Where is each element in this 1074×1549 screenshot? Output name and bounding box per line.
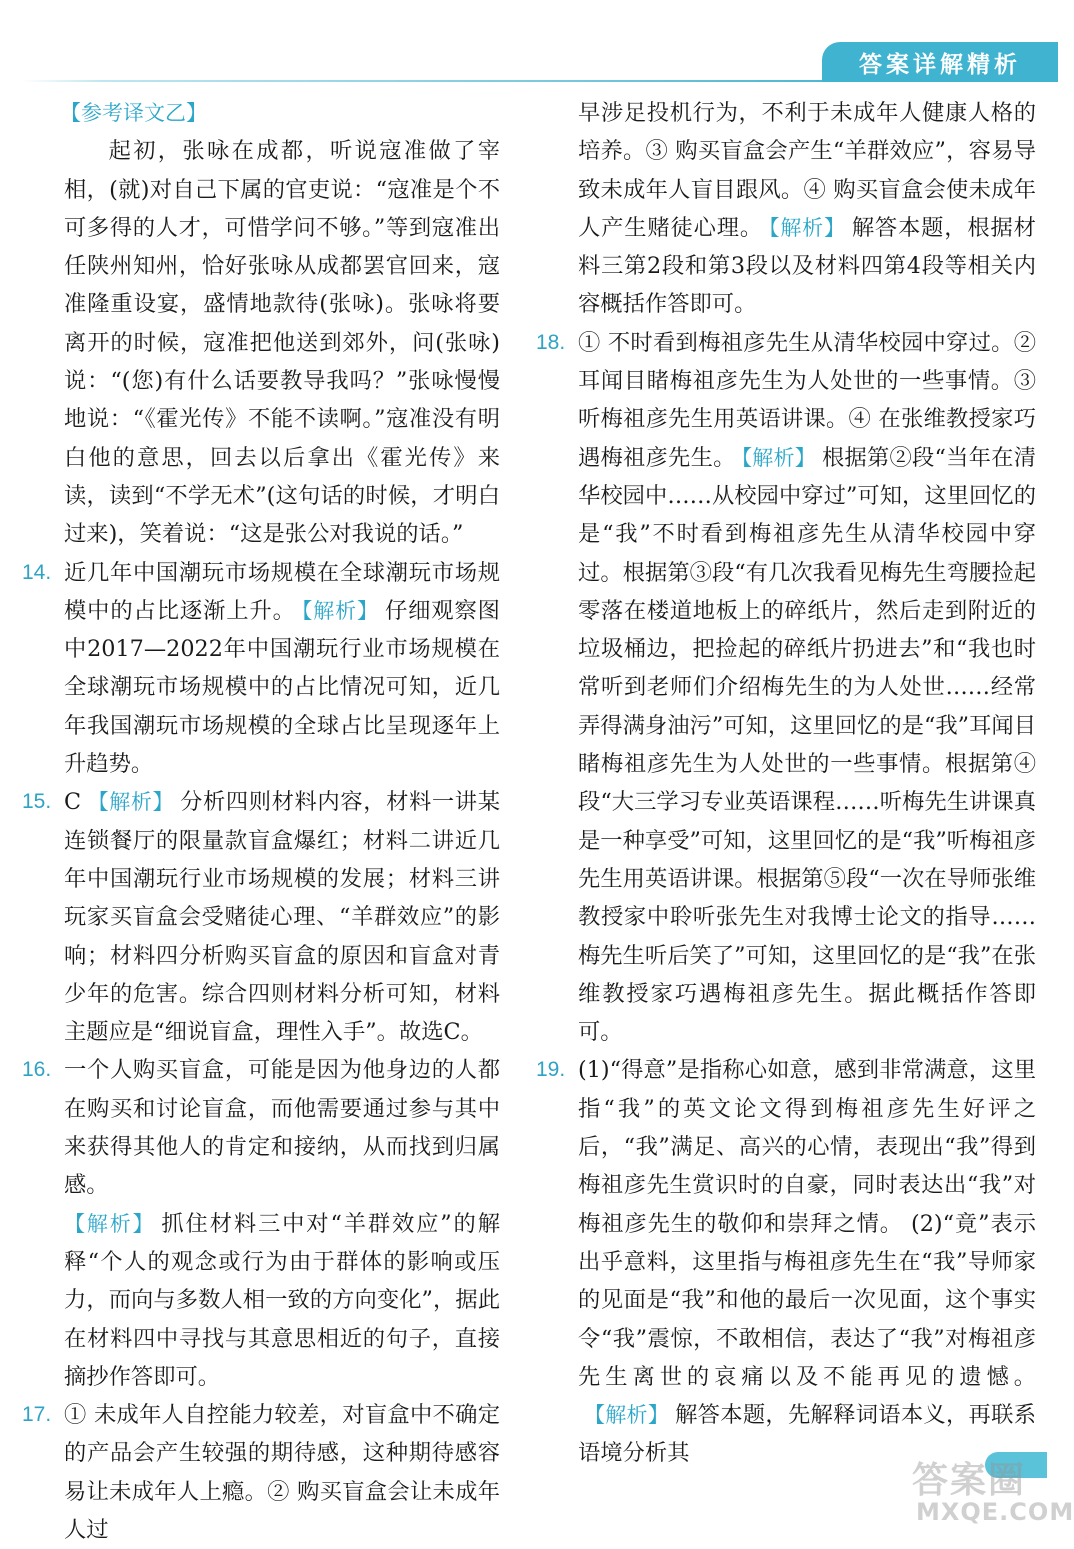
analysis-text: 分析四则材料内容，材料一讲某连锁餐厅的限量款盲盒爆红；材料二讲近几年中国潮玩行业市场规模的发展；材料三讲玩家买盲盒会受赌徒心理、“羊群效应”的影响；材料四分析购买盲盒的原因和盲盒对青少年的危害。综合四则材料分析可知，材料主题应是“细说盲盒，理性入手”。故选C。 [64, 789, 500, 1046]
analysis-text: 仔细观察图中2017—2022年中国潮玩行业市场规模在全球潮玩市场规模中的占比情况可知，近几年我国潮玩市场规模的全球占比呈现逐年上升趋势。 [64, 597, 500, 778]
answer-item-18 [536, 324, 1036, 1052]
answer-text: 一个人购买盲盒，可能是因为他身边的人都在购买和讨论盲盒，而他需要通过参与其中来获得其他人的肯定和接纳，从而找到归属感。 [64, 1057, 500, 1199]
answer-text: ① 不时看到梅祖彦先生从清华校园中穿过。② 耳闻目睹梅祖彦先生为人处世的一些事情。③ 听梅祖彦先生用英语讲课。④ 在张维教授家巧遇梅祖彦先生。 [578, 329, 1036, 471]
analysis-tag: 【解析】 [741, 445, 816, 470]
watermark [900, 1452, 1074, 1536]
analysis-tag: 【解析】 [87, 790, 175, 815]
answer-text: (1)“得意”是指称心如意，感到非常满意，这里指“我”的英文论文得到梅祖彦先生好评之后，“我”满足、高兴的心情，表现出“我”得到梅祖彦先生赏识时的自豪，同时表达出“我”对梅祖彦先生的敬仰和崇拜之情。 (2)“竟”表示出乎意料，这里指与梅祖彦先生在“我”导师家的见面是“我”和他的最后一次见面，这个事实令“我”震惊，不敢相信，表达了“我”对梅祖彦先生离世的哀痛以及不能再见的遗憾。 [578, 1057, 1036, 1390]
question-number: 17. [22, 1403, 52, 1427]
question-number: 15. [22, 790, 52, 814]
analysis-tag: 【解析】 [64, 1211, 156, 1236]
watermark-logo: 答案圈 [912, 1460, 1027, 1501]
section-badge: 答案详解精析 [822, 42, 1058, 82]
answer-item-16 [22, 1051, 500, 1204]
left-column [22, 94, 500, 1549]
analysis-text: 解答本题，根据材料三第2段和第3段以及材料四第4段等相关内容概括作答即可。 [578, 214, 1036, 318]
analysis-text: 解答本题，先解释词语本义，再联系语境分析其 [578, 1402, 1036, 1467]
answer-item-19 [536, 1051, 1036, 1472]
answer-item-14 [22, 554, 500, 784]
answer-item-16-analysis [22, 1205, 500, 1396]
watermark-url: MXQE.COM [916, 1498, 1074, 1526]
question-number: 16. [22, 1058, 52, 1082]
answer-item-17-continued [536, 94, 1036, 324]
reference-translation-text: 起初，张咏在成都，听说寇准做了宰相，(就)对自己下属的官吏说：“寇准是个不可多得的人才，可惜学问不够。”等到寇准出任陕州知州，恰好张咏从成都罢官回来，寇准隆重设宴，盛情地款待(张咏)。张咏将要离开的时候，寇准把他送到郊外，问(张咏)说：“(您)有什么话要教导我吗？”张咏慢慢地说：“《霍光传》不能不读啊。”寇准没有明白他的意思，回去以后拿出《霍光传》来读，读到“不学无术”(这句话的时候，才明白过来)，笑着说：“这是张公对我说的话。” [64, 138, 500, 548]
answer-item-17 [22, 1396, 500, 1549]
analysis-text: 根据第②段“当年在清华校园中……从校园中穿过”可知，这里回忆的是“我”不时看到梅祖彦先生从清华校园中穿过。根据第③段“有几次我看见梅先生弯腰捡起零落在楼道地板上的碎纸片，然后走到附近的垃圾桶边，把捡起的碎纸片扔进去”和“我也时常听到老师们介绍梅先生的为人处世……经常弄得满身油污”可知，这里回忆的是“我”耳闻目睹梅祖彦先生为人处世的一些事情。根据第④段“大三学习专业英语课程……听梅先生讲课真是一种享受”可知，这里回忆的是“我”听梅祖彦先生用英语讲课。根据第⑤段“一次在导师张维教授家中聆听张先生对我博士论文的指导……梅先生听后笑了”可知，这里回忆的是“我”在张维教授家巧遇梅祖彦先生。据此概括作答即可。 [578, 444, 1036, 1046]
answer-text: ① 未成年人自控能力较差，对盲盒中不确定的产品会产生较强的期待感，这种期待感容易让未成年人上瘾。② 购买盲盒会让未成年人过 [64, 1402, 500, 1543]
reference-translation-title: 【参考译文乙】 [60, 101, 207, 125]
analysis-tag: 【解析】 [301, 598, 379, 623]
analysis-text: 抓住材料三中对“羊群效应”的解释“个人的观念或行为由于群体的影响或压力，而向与多数人相一致的方向变化”，据此在材料四中寻找与其意思相近的句子，直接摘抄作答即可。 [64, 1210, 500, 1390]
answer-text: 近几年中国潮玩市场规模在全球潮玩市场规模中的占比逐渐上升。 [64, 559, 500, 624]
analysis-tag: 【解析】 [584, 1403, 670, 1428]
answer-text: C [64, 789, 82, 816]
header-rule [22, 80, 822, 82]
analysis-tag: 【解析】 [769, 215, 846, 240]
answer-text: 早涉足投机行为，不利于未成年人健康人格的培养。③ 购买盲盒会产生“羊群效应”，容易导致未成年人盲目跟风。④ 购买盲盒会使未成年人产生赌徒心理。 [578, 100, 1036, 241]
answer-item-15 [22, 783, 500, 1051]
question-number: 19. [536, 1058, 566, 1082]
question-number: 14. [22, 560, 52, 584]
right-column [536, 94, 1036, 1473]
question-number: 18. [536, 330, 566, 354]
